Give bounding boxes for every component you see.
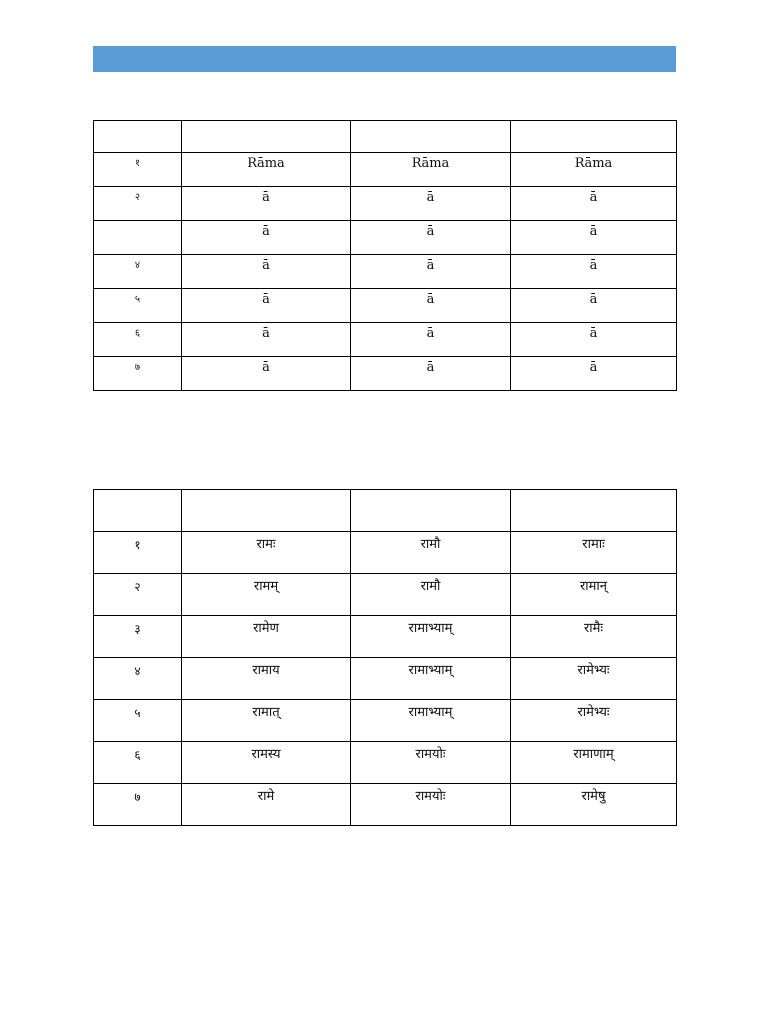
table-row <box>94 616 677 658</box>
table-cell: रामान् <box>511 574 677 616</box>
header-bar <box>93 46 676 72</box>
table-cell: Rāma <box>182 153 351 187</box>
table-cell: ā <box>511 289 677 323</box>
table-cell: रामौ <box>351 532 511 574</box>
table-cell: ā <box>351 323 511 357</box>
table-cell: रामे <box>182 784 351 826</box>
table-row <box>94 574 677 616</box>
table-cell: ā <box>351 289 511 323</box>
table-cell: रामेभ्यः <box>511 700 677 742</box>
table-row <box>94 742 677 784</box>
case-number: २ <box>94 574 182 616</box>
table-row <box>94 255 677 289</box>
header-cell <box>351 490 511 532</box>
table-cell: ā <box>511 255 677 289</box>
table-cell: ā <box>182 357 351 391</box>
table-row <box>94 323 677 357</box>
case-number: ७ <box>94 784 182 826</box>
header-cell <box>511 121 677 153</box>
header-cell <box>511 490 677 532</box>
table-row <box>94 357 677 391</box>
table-cell: रामेण <box>182 616 351 658</box>
case-number: १ <box>94 153 182 187</box>
table-row <box>94 289 677 323</box>
table-cell: रामाभ्याम् <box>351 658 511 700</box>
table-cell: ā <box>182 255 351 289</box>
table-header-row <box>94 121 677 153</box>
case-number: ५ <box>94 700 182 742</box>
case-number: ७ <box>94 357 182 391</box>
table-cell: ā <box>511 323 677 357</box>
table-cell: Rāma <box>511 153 677 187</box>
table-cell: रामम् <box>182 574 351 616</box>
table-cell: रामेषु <box>511 784 677 826</box>
table-cell: ā <box>351 221 511 255</box>
case-number: ४ <box>94 255 182 289</box>
table-cell: ā <box>182 323 351 357</box>
table-cell: रामयोः <box>351 784 511 826</box>
table-cell: रामाभ्याम् <box>351 700 511 742</box>
header-cell <box>182 121 351 153</box>
case-number: ५ <box>94 289 182 323</box>
case-number: २ <box>94 187 182 221</box>
case-number: ४ <box>94 658 182 700</box>
table-cell: Rāma <box>351 153 511 187</box>
table-cell: ā <box>351 255 511 289</box>
header-cell <box>94 490 182 532</box>
table-header-row <box>94 490 677 532</box>
table-row <box>94 187 677 221</box>
table-cell: ā <box>511 187 677 221</box>
table-cell: रामाः <box>511 532 677 574</box>
devanagari-declension-table <box>93 489 677 826</box>
header-cell <box>182 490 351 532</box>
table-cell: ā <box>182 187 351 221</box>
table-row <box>94 532 677 574</box>
table-row <box>94 658 677 700</box>
case-number <box>94 221 182 255</box>
table-cell: रामात् <box>182 700 351 742</box>
case-number: ६ <box>94 323 182 357</box>
table-cell: ā <box>182 289 351 323</box>
table-row <box>94 221 677 255</box>
table-cell: रामस्य <box>182 742 351 784</box>
table-cell: रामः <box>182 532 351 574</box>
table-cell: रामाय <box>182 658 351 700</box>
table-cell: रामाणाम् <box>511 742 677 784</box>
table-cell: ā <box>351 357 511 391</box>
header-cell <box>351 121 511 153</box>
table-cell: रामौ <box>351 574 511 616</box>
table-cell: रामाभ्याम् <box>351 616 511 658</box>
header-cell <box>94 121 182 153</box>
table-cell: रामेभ्यः <box>511 658 677 700</box>
table-row <box>94 700 677 742</box>
case-number: ३ <box>94 616 182 658</box>
transliteration-declension-table <box>93 120 677 391</box>
table-cell: ā <box>511 221 677 255</box>
table-row <box>94 784 677 826</box>
table-cell: रामैः <box>511 616 677 658</box>
table-cell: ā <box>511 357 677 391</box>
table-cell: रामयोः <box>351 742 511 784</box>
case-number: ६ <box>94 742 182 784</box>
table-row <box>94 153 677 187</box>
table-cell: ā <box>182 221 351 255</box>
case-number: १ <box>94 532 182 574</box>
table-cell: ā <box>351 187 511 221</box>
